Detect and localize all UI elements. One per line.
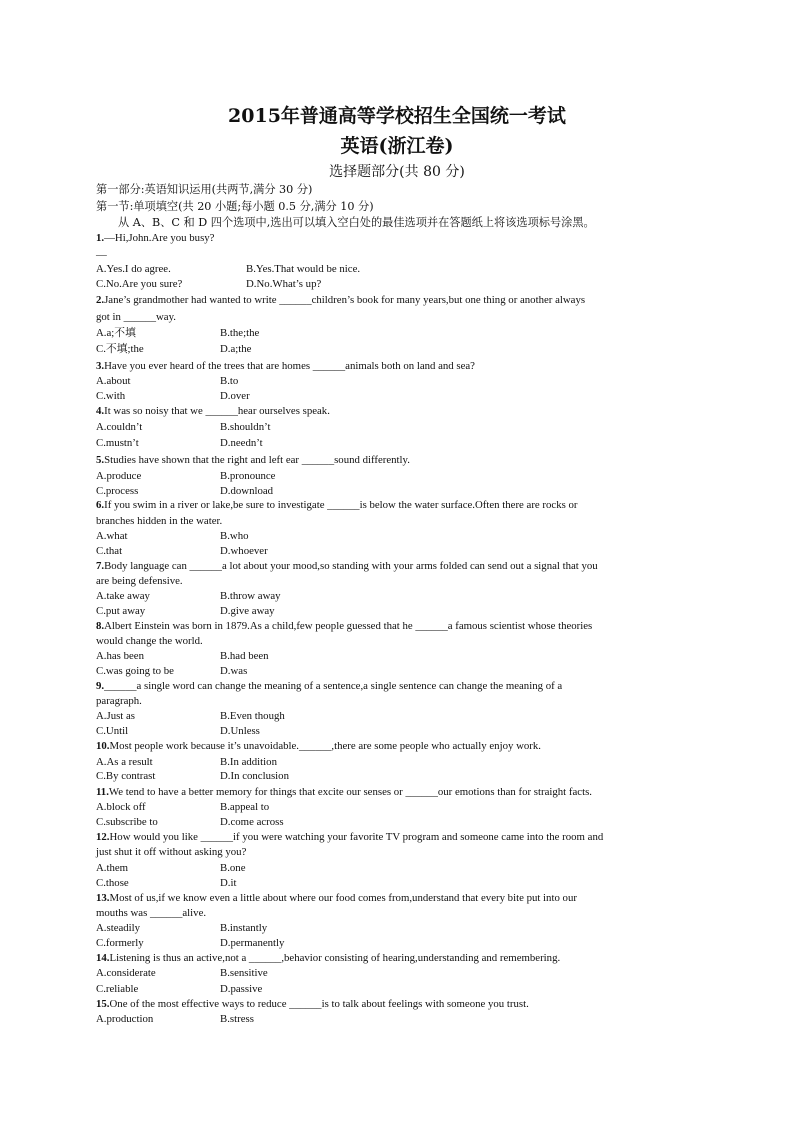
question-stem-text: It was so noisy that we ______hear ourselves speak.: [104, 405, 330, 417]
question-number: 8.: [96, 620, 105, 632]
question-number: 4.: [96, 405, 105, 417]
question-7-line-1: [96, 560, 598, 573]
question-number: 15.: [96, 998, 110, 1010]
question-14-option-c: C.reliable: [96, 983, 139, 995]
question-8-option-c: C.was going to be: [96, 665, 174, 677]
question-stem-text: We tend to have a better memory for things that excite our senses or ______our emotions than for straight facts.: [108, 786, 592, 798]
question-11-option-c: C.subscribe to: [96, 816, 158, 828]
part1-heading: 第一部分:英语知识运用(共两节,满分 30 分): [96, 183, 313, 196]
question-stem-text: Studies have shown that the right and left ear ______sound differently.: [104, 454, 410, 466]
question-6-option-c: C.that: [96, 545, 123, 557]
question-14-option-d: D.passive: [220, 983, 263, 995]
question-2-option-a: A.a;不填: [96, 327, 136, 339]
question-7-line-2: are being defensive.: [96, 575, 183, 587]
question-12-option-c: C.those: [96, 877, 129, 889]
question-14-line-1: [96, 952, 560, 965]
question-stem-text: One of the most effective ways to reduce ______is to talk about feelings with someone you trust.: [109, 998, 529, 1010]
question-15-option-a: A.production: [96, 1013, 154, 1025]
question-14-option-b: B.sensitive: [220, 967, 268, 979]
question-number: 5.: [96, 454, 105, 466]
question-1-option-a: A.Yes.I do agree.: [96, 263, 171, 275]
question-number: 13.: [96, 892, 110, 904]
question-stem-text: —Hi,John.Are you busy?: [104, 232, 215, 244]
question-5-option-c: C.process: [96, 485, 139, 497]
question-10-option-d: D.In conclusion: [220, 770, 289, 782]
question-13-option-c: C.formerly: [96, 937, 144, 949]
question-8-line-1: [96, 620, 592, 633]
question-stem-text: Have you ever heard of the trees that are homes ______animals both on land and sea?: [104, 360, 475, 372]
question-number: 14.: [96, 952, 110, 964]
question-7-option-a: A.take away: [96, 590, 150, 602]
question-stem-text: Listening is thus an active,not a ______,behavior consisting of hearing,understanding and remembering.: [109, 952, 561, 964]
question-9-option-a: A.Just as: [96, 710, 135, 722]
question-3-option-c: C.with: [96, 390, 126, 402]
question-6-option-b: B.who: [220, 530, 249, 542]
question-5-option-b: B.pronounce: [220, 470, 276, 482]
question-15-option-b: B.stress: [220, 1013, 254, 1025]
question-1-option-b: B.Yes.That would be nice.: [246, 263, 361, 275]
question-5-line-1: [96, 454, 410, 467]
question-number: 1.: [96, 232, 105, 244]
question-stem-text: Body language can ______a lot about your mood,so standing with your arms folded can send out a signal that you: [104, 560, 598, 572]
question-12-line-2: just shut it off without asking you?: [96, 846, 247, 858]
exam-subtitle: 英语(浙江卷): [340, 135, 454, 157]
question-9-line-2: paragraph.: [96, 695, 142, 707]
question-stem-text: ______a single word can change the meaning of a sentence,a single sentence can change the meaning of a: [104, 680, 563, 692]
question-8-option-a: A.has been: [96, 650, 144, 662]
question-number: 12.: [96, 831, 110, 843]
question-number: 10.: [96, 740, 110, 752]
question-4-option-b: B.shouldn’t: [220, 421, 271, 433]
question-7-option-c: C.put away: [96, 605, 146, 617]
question-2-option-c: C.不填;the: [96, 343, 144, 355]
question-11-option-a: A.block off: [96, 801, 146, 813]
question-1-option-d: D.No.What’s up?: [246, 278, 322, 290]
question-12-option-d: D.it: [220, 877, 237, 889]
question-13-option-a: A.steadily: [96, 922, 141, 934]
question-9-line-1: [96, 680, 562, 693]
question-12-line-1: [96, 831, 603, 844]
question-9-option-b: B.Even though: [220, 710, 285, 722]
question-11-option-d: D.come across: [220, 816, 284, 828]
question-6-line-2: branches hidden in the water.: [96, 515, 223, 527]
question-4-option-d: D.needn’t: [220, 437, 263, 449]
question-13-line-2: mouths was ______alive.: [96, 907, 207, 919]
instructions: 从 A、B、C 和 D 四个选项中,选出可以填入空白处的最佳选项并在答题纸上将该选项标号涂黑。: [118, 216, 595, 229]
question-12-option-a: A.them: [96, 862, 129, 874]
question-number: 11.: [96, 786, 109, 798]
question-6-option-a: A.what: [96, 530, 128, 542]
part-title: 选择题部分(共 80 分): [329, 164, 465, 180]
question-stem-text: Jane’s grandmother had wanted to write ______children’s book for many years,but one thing or another always: [104, 294, 586, 306]
question-3-line-1: [96, 360, 475, 373]
question-6-option-d: D.whoever: [220, 545, 268, 557]
question-4-option-a: A.couldn’t: [96, 421, 143, 433]
question-12-option-b: B.one: [220, 862, 246, 874]
question-stem-text: How would you like ______if you were watching your favorite TV program and someone came into the room and: [109, 831, 604, 843]
question-8-option-b: B.had been: [220, 650, 269, 662]
question-number: 2.: [96, 294, 105, 306]
question-8-option-d: D.was: [220, 665, 248, 677]
question-11-line-1: [96, 786, 592, 799]
question-1-line-1: [96, 232, 214, 245]
question-stem-text: Most of us,if we know even a little about where our food comes from,understand that every bite put into our: [109, 892, 577, 904]
question-2-line-2: got in ______way.: [96, 311, 176, 323]
question-5-option-a: A.produce: [96, 470, 142, 482]
question-stem-text: Most people work because it’s unavoidable.______,there are some people who actually enjoy work.: [109, 740, 541, 752]
question-4-option-c: C.mustn’t: [96, 437, 139, 449]
question-9-option-c: C.Until: [96, 725, 129, 737]
question-10-option-b: B.In addition: [220, 756, 277, 768]
question-13-line-1: [96, 892, 577, 905]
question-number: 7.: [96, 560, 105, 572]
question-13-option-b: B.instantly: [220, 922, 268, 934]
section1-heading: 第一节:单项填空(共 20 小题;每小题 0.5 分,满分 10 分): [96, 200, 374, 213]
question-5-option-d: D.download: [220, 485, 274, 497]
question-10-option-c: C.By contrast: [96, 770, 156, 782]
question-11-option-b: B.appeal to: [220, 801, 270, 813]
question-1-line-2: —: [96, 249, 107, 261]
question-1-option-c: C.No.Are you sure?: [96, 278, 183, 290]
question-number: 9.: [96, 680, 105, 692]
question-7-option-b: B.throw away: [220, 590, 281, 602]
question-13-option-d: D.permanently: [220, 937, 285, 949]
question-3-option-a: A.about: [96, 375, 131, 387]
question-14-option-a: A.considerate: [96, 967, 156, 979]
question-7-option-d: D.give away: [220, 605, 275, 617]
question-9-option-d: D.Unless: [220, 725, 260, 737]
question-number: 3.: [96, 360, 105, 372]
question-3-option-d: D.over: [220, 390, 250, 402]
question-3-option-b: B.to: [220, 375, 239, 387]
question-6-line-1: [96, 499, 578, 512]
exam-title: 2015年普通高等学校招生全国统一考试: [228, 105, 566, 127]
question-10-option-a: A.As a result: [96, 756, 153, 768]
question-stem-text: Albert Einstein was born in 1879.As a child,few people guessed that he ______a famous scientist whose theories: [104, 620, 593, 632]
question-10-line-1: [96, 740, 541, 753]
question-2-line-1: [96, 294, 585, 307]
question-stem-text: If you swim in a river or lake,be sure to investigate ______is below the water surface.Often there are rocks or: [104, 499, 578, 511]
question-4-line-1: [96, 405, 330, 418]
question-number: 6.: [96, 499, 105, 511]
question-2-option-b: B.the;the: [220, 327, 260, 339]
question-8-line-2: would change the world.: [96, 635, 203, 647]
question-2-option-d: D.a;the: [220, 343, 252, 355]
question-15-line-1: [96, 998, 529, 1011]
